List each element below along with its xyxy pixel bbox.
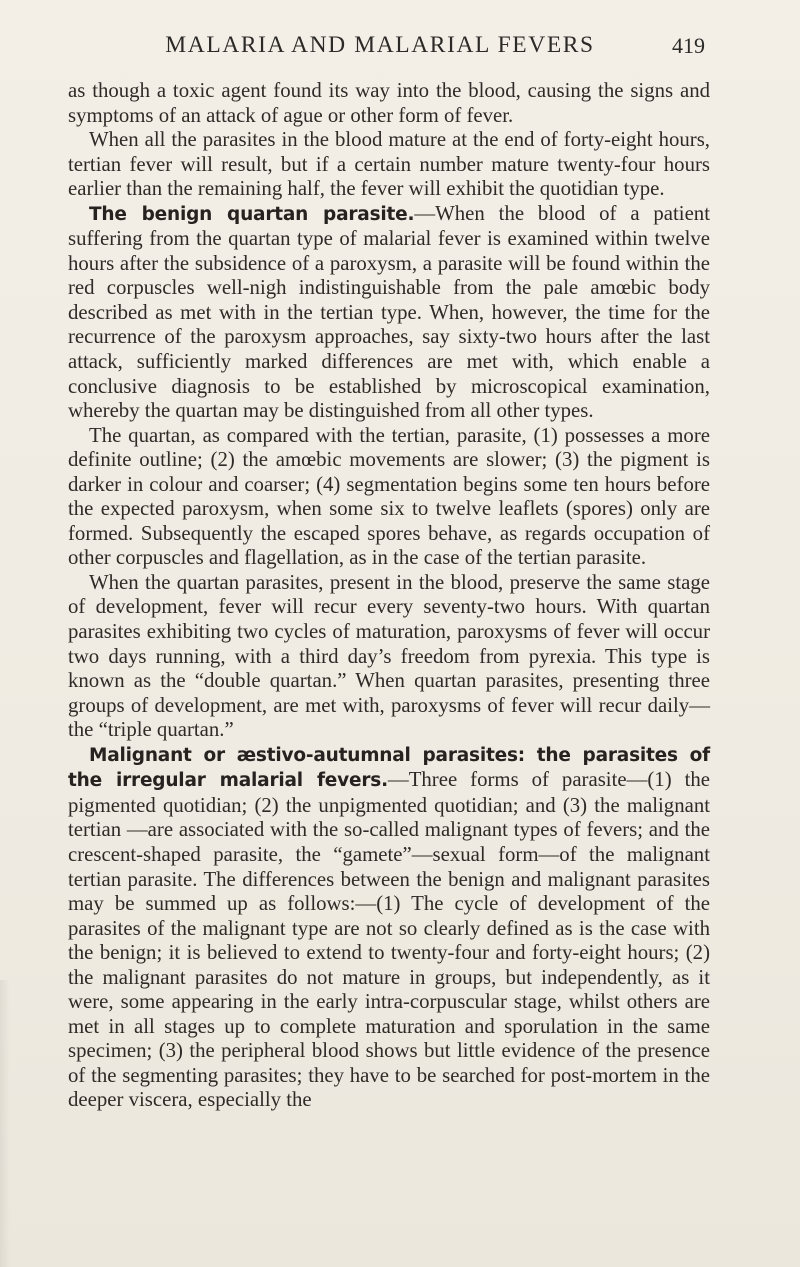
- paragraph: as though a toxic agent found its way into the blood, causing the signs and symptoms of an attack of ague or other form of fever.: [68, 79, 710, 127]
- paragraph: When the quartan parasites, present in the blood, preserve the same stage of development, fever will recur every seventy-two hours. With quartan parasites exhibiting two cycles of maturation, paroxysms of fever will occur two days running, with a third day’s freedom from pyrexia. This type is known as the “double quartan.” When quartan parasites, presenting three groups of development, are met with, paroxysms of fever will recur daily—the “triple quartan.”: [68, 570, 710, 742]
- paragraph-benign-quartan: [68, 202, 710, 424]
- section-heading: The benign quartan parasite.: [89, 203, 415, 225]
- running-title: MALARIA AND MALARIAL FEVERS: [165, 32, 595, 58]
- paragraph-malignant-parasites: [68, 743, 710, 1113]
- section-heading: Malignant or æstivo-autumnal parasites: the parasites of the irregular malarial fevers.: [68, 744, 710, 792]
- paragraph: When all the parasites in the blood mature at the end of forty-eight hours, tertian fever will result, but if a certain number mature twenty-four hours earlier than the remaining half, the fever will exhibit the quotidian type.: [68, 128, 710, 201]
- page-number: 419: [672, 33, 705, 58]
- body-text: [68, 79, 710, 1113]
- page-edge-shadow: [0, 980, 10, 1267]
- paragraph-text: —Three forms of parasite—(1) the pigmented quotidian; (2) the unpigmented quotidian; and (3) the malignant tertian —are associated with the so-called malignant types of fevers; and the crescent-shaped parasite, the “gamete”—sexual form—of the malignant tertian parasite. The differences between the benign and malignant parasites may be summed up as follows:—(1) The cycle of development of the parasites of the malignant type are not so clearly defined as is the case with the benign; it is believed to extend to twenty-four and forty-eight hours; (2) the malignant parasites do not mature in groups, but independently, as it were, some appearing in the early intra-corpuscular stage, whilst others are met in all stages up to complete maturation and sporulation in the same specimen; (3) the peripheral blood shows but little evidence of the presence of the segmenting parasites; they have to be searched for post-mortem in the deeper viscera, especially the: [68, 768, 710, 1112]
- paragraph: The quartan, as compared with the tertian, parasite, (1) possesses a more definite outline; (2) the amœbic movements are slower; (3) the pigment is darker in colour and coarser; (4) segmentation begins some ten hours before the expected paroxysm, when some six to twelve leaflets (spores) only are formed. Subsequently the escaped spores behave, as regards occupation of other corpuscles and flagellation, as in the case of the tertian parasite.: [68, 423, 710, 570]
- paragraph-text: —When the blood of a patient suffering from the quartan type of malarial fever is examined within twelve hours after the subsidence of a paroxysm, a parasite will be found within the red corpuscles well-nigh indistinguishable from the pale amœbic body described as met with in the tertian type. When, however, the time for the recurrence of the paroxysm approaches, say sixty-two hours after the last attack, sufficiently marked differences are met with, which enable a conclusive diagnosis to be established by microscopical examination, whereby the quartan may be distinguished from all other types.: [68, 201, 710, 423]
